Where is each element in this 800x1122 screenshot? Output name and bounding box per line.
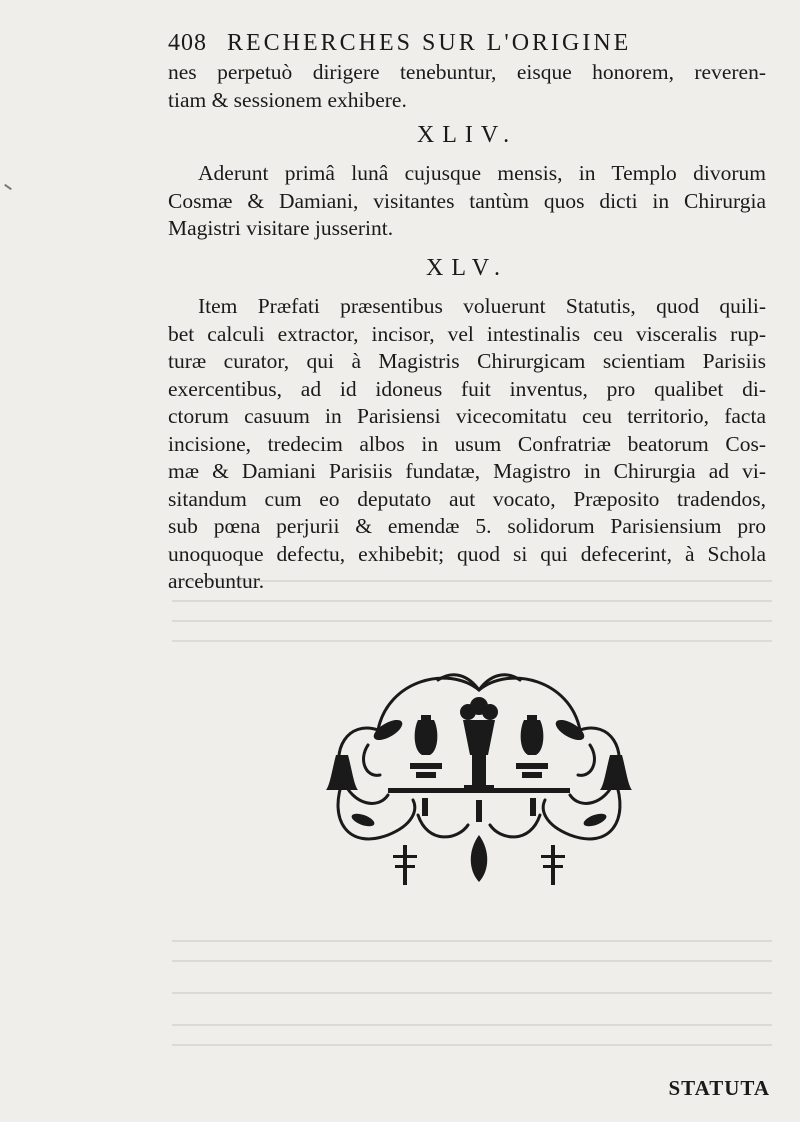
running-header bbox=[168, 30, 693, 57]
text-line: bet calculi extractor, incisor, vel intestinalis ceu visceralis rup- bbox=[168, 321, 766, 346]
text-line: arcebuntur. bbox=[168, 569, 265, 593]
text-line: Magistri visitare jusserint. bbox=[168, 216, 394, 240]
paragraph-xliv bbox=[168, 160, 766, 243]
text-line: exercentibus, ad id idoneus fuit inventus, pro qualibet di- bbox=[168, 376, 766, 401]
catchword: STATUTA bbox=[668, 1076, 770, 1100]
paragraph-xlv bbox=[168, 293, 766, 596]
text-line: tiam & sessionem exhibere. bbox=[168, 87, 407, 112]
text-line: sitandum cum eo deputato aut vocato, Præposito tradendos, bbox=[168, 486, 766, 511]
running-title: RECHERCHES SUR L'ORIGINE bbox=[227, 30, 632, 56]
text-line: Cosmæ & Damiani, visitantes tantùm quos dicti in Chirurgia bbox=[168, 188, 766, 213]
bleed-through-area-lower bbox=[172, 930, 772, 1070]
text-line: Item Præfati præsentibus voluerunt Statutis, quod quili- bbox=[198, 294, 766, 318]
text-line: unoquoque defectu, exhibebit; quod si qui defecerint, à Schola bbox=[168, 541, 766, 566]
text-line: incisione, tredecim albos in usum Confratriæ beatorum Cos- bbox=[168, 431, 766, 456]
text-line: sub pœna perjurii & emendæ 5. solidorum Parisiensium pro bbox=[168, 514, 766, 538]
text-line: ctorum casuum in Parisiensi vicecomitatu ceu territorio, facta bbox=[168, 404, 766, 428]
text-line: nes perpetuò dirigere tenebuntur, eisque honorem, reveren- bbox=[168, 60, 766, 84]
text-line: Aderunt primâ lunâ cujusque mensis, in Templo divorum bbox=[198, 161, 766, 185]
section-heading-xliv: XLIV. bbox=[416, 122, 518, 148]
floral-vase-ornament-icon bbox=[318, 660, 640, 910]
section-heading-xlv: XLV. bbox=[425, 255, 509, 281]
page-number: 408 bbox=[168, 30, 207, 56]
text-line: mæ & Damiani Parisiis fundatæ, Magistro in Chirurgia ad vi- bbox=[168, 459, 766, 483]
margin-mark bbox=[4, 184, 12, 190]
text-line: turæ curator, qui à Magistris Chirurgicam scientiam Parisiis bbox=[168, 349, 766, 373]
paragraph-continuation bbox=[168, 59, 766, 114]
